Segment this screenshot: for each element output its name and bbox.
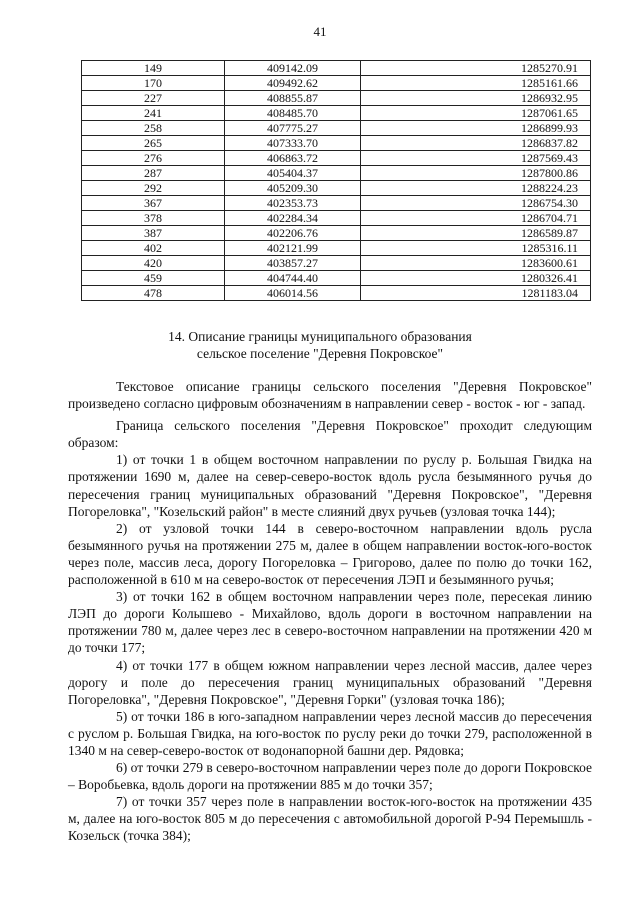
y-coordinate-cell: 1286899.93 <box>361 121 591 136</box>
x-coordinate-cell: 409142.09 <box>225 61 361 76</box>
table-row <box>82 136 591 151</box>
table-row <box>82 121 591 136</box>
table-row <box>82 166 591 181</box>
table-row <box>82 256 591 271</box>
x-coordinate-cell: 404744.40 <box>225 271 361 286</box>
point-number-cell: 402 <box>82 241 225 256</box>
point-number-cell: 149 <box>82 61 225 76</box>
section-heading <box>0 328 640 362</box>
y-coordinate-cell: 1285270.91 <box>361 61 591 76</box>
table-row <box>82 196 591 211</box>
point-number-cell: 387 <box>82 226 225 241</box>
boundary-description <box>68 378 592 845</box>
section-title-line-1: 14. Описание границы муниципального образования <box>168 329 472 344</box>
y-coordinate-cell: 1281183.04 <box>361 286 591 301</box>
x-coordinate-cell: 406014.56 <box>225 286 361 301</box>
table-row <box>82 226 591 241</box>
y-coordinate-cell: 1287569.43 <box>361 151 591 166</box>
point-number-cell: 276 <box>82 151 225 166</box>
page-number: 41 <box>313 24 327 39</box>
table-row <box>82 106 591 121</box>
x-coordinate-cell: 407333.70 <box>225 136 361 151</box>
point-number-cell: 459 <box>82 271 225 286</box>
table-row <box>82 76 591 91</box>
point-number-cell: 287 <box>82 166 225 181</box>
point-number-cell: 367 <box>82 196 225 211</box>
boundary-segment-3: 3) от точки 162 в общем восточном направлении через поле, пересекая линию ЛЭП до дороги Колышево - Михайлово, вдоль дороги в восточном направлении на протяжении 780 м, далее через лес в северо-восточном направлении на протяжении 420 м до точки 177; <box>68 589 592 656</box>
table-row <box>82 151 591 166</box>
y-coordinate-cell: 1286589.87 <box>361 226 591 241</box>
point-number-cell: 170 <box>82 76 225 91</box>
y-coordinate-cell: 1288224.23 <box>361 181 591 196</box>
table-row <box>82 181 591 196</box>
boundary-segment-6: 6) от точки 279 в северо-восточном направлении через поле до дороги Покровское – Воробьевка, вдоль дороги на протяжении 885 м до точки 357; <box>68 760 592 793</box>
y-coordinate-cell: 1285161.66 <box>361 76 591 91</box>
point-number-cell: 227 <box>82 91 225 106</box>
coordinates-table-body <box>82 61 591 301</box>
x-coordinate-cell: 402353.73 <box>225 196 361 211</box>
boundary-lead-paragraph: Граница сельского поселения "Деревня Покровское" проходит следующим образом: <box>68 418 592 451</box>
table-row <box>82 241 591 256</box>
table-row <box>82 91 591 106</box>
table-row <box>82 61 591 76</box>
point-number-cell: 478 <box>82 286 225 301</box>
x-coordinate-cell: 406863.72 <box>225 151 361 166</box>
y-coordinate-cell: 1286754.30 <box>361 196 591 211</box>
point-number-cell: 420 <box>82 256 225 271</box>
point-number-cell: 265 <box>82 136 225 151</box>
y-coordinate-cell: 1285316.11 <box>361 241 591 256</box>
y-coordinate-cell: 1280326.41 <box>361 271 591 286</box>
coordinates-table <box>81 60 591 301</box>
intro-paragraph: Текстовое описание границы сельского поселения "Деревня Покровское" произведено согласно цифровым обозначениям в направлении север - восток - юг - запад. <box>68 379 592 412</box>
x-coordinate-cell: 402121.99 <box>225 241 361 256</box>
table-row <box>82 271 591 286</box>
x-coordinate-cell: 408485.70 <box>225 106 361 121</box>
x-coordinate-cell: 408855.87 <box>225 91 361 106</box>
x-coordinate-cell: 405404.37 <box>225 166 361 181</box>
table-row <box>82 286 591 301</box>
y-coordinate-cell: 1283600.61 <box>361 256 591 271</box>
boundary-segment-7: 7) от точки 357 через поле в направлении восток-юго-восток на протяжении 435 м, далее на юго-восток 805 м до пересечения с автомобильной дорогой Р-94 Перемышль - Козельск (точка 384); <box>68 794 592 844</box>
boundary-segment-4: 4) от точки 177 в общем южном направлении через лесной массив, далее через дорогу и поле до пересечения границ муниципальных образований "Деревня Погореловка", "Деревня Покровское", "Деревня Горки" (узловая точка 186); <box>68 657 592 707</box>
x-coordinate-cell: 402284.34 <box>225 211 361 226</box>
x-coordinate-cell: 403857.27 <box>225 256 361 271</box>
x-coordinate-cell: 402206.76 <box>225 226 361 241</box>
section-title-line-2: сельское поселение "Деревня Покровское" <box>196 346 444 361</box>
y-coordinate-cell: 1286837.82 <box>361 136 591 151</box>
point-number-cell: 258 <box>82 121 225 136</box>
y-coordinate-cell: 1287061.65 <box>361 106 591 121</box>
point-number-cell: 241 <box>82 106 225 121</box>
x-coordinate-cell: 405209.30 <box>225 181 361 196</box>
boundary-segment-2: 2) от узловой точки 144 в северо-восточном направлении вдоль русла безымянного ручья на протяжении 275 м, далее в общем направлении восток-юго-восток через поле, массив леса, дорогу Погореловка – Григорово, далее по полю до точки 162, расположенной в 610 м на северо-восток от пересечения ЛЭП и безымянного ручья; <box>68 520 592 588</box>
boundary-segment-1: 1) от точки 1 в общем восточном направлении по руслу р. Большая Гвидка на протяжении 1690 м, далее на север-северо-восток вдоль русла безымянного ручья до пересечения границ муниципальных образований "Деревня Покровское", "Деревня Погореловка", "Козельский район" в месте слияний двух ручьев (узловая точка 144); <box>68 452 592 519</box>
point-number-cell: 292 <box>82 181 225 196</box>
boundary-segment-5: 5) от точки 186 в юго-западном направлении через лесной массив до пересечения с руслом р. Большая Гвидка, на юго-восток по руслу реки до точки 279, расположенной в 1340 м на север-северо-восток от водонапорной башни дер. Рядовка; <box>68 708 592 758</box>
y-coordinate-cell: 1286932.95 <box>361 91 591 106</box>
table-row <box>82 211 591 226</box>
y-coordinate-cell: 1287800.86 <box>361 166 591 181</box>
x-coordinate-cell: 407775.27 <box>225 121 361 136</box>
x-coordinate-cell: 409492.62 <box>225 76 361 91</box>
y-coordinate-cell: 1286704.71 <box>361 211 591 226</box>
point-number-cell: 378 <box>82 211 225 226</box>
